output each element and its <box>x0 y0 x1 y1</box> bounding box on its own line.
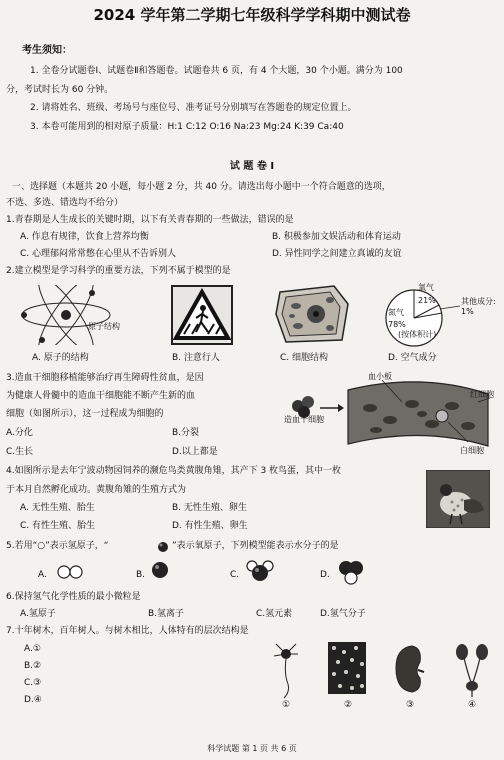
blood-label-stem-cell: 造血干细胞 <box>284 415 324 424</box>
pedestrian-sign-figure <box>170 284 234 346</box>
pie-label-oxygen-percent: 21% <box>418 296 436 305</box>
q3-option-d: D.以上都是 <box>172 447 218 457</box>
q6-option-b: B.氢离子 <box>148 609 185 619</box>
q4-line-2: 于本月自然孵化成功。黄腹角雉的生殖方式为 <box>6 485 187 495</box>
q7-figure-number-4: ④ <box>468 700 477 710</box>
oxygen-atom-icon <box>156 540 170 554</box>
q3-line-3: 细胞（如图所示），这一过程成为细胞的 <box>6 409 164 419</box>
notice-item-1a: 1. 全卷分试题卷Ⅰ、试题卷Ⅱ和答题卷。试题卷共 6 页，有 4 个大题，30 个小题。满分为 100 <box>30 66 403 76</box>
atom-figure-label: 原子结构 <box>88 322 120 331</box>
exam-title: 2024 学年第二学期七年级科学学科期中测试卷 <box>93 6 411 24</box>
q6-option-c: C.氢元素 <box>256 609 293 619</box>
q7-option-b: B.② <box>24 661 42 671</box>
urinary-system-figure <box>452 642 492 698</box>
q1-option-c: C. 心理郁闷常常憋在心里从不告诉别人 <box>20 249 177 259</box>
q7-stem: 7.十年树木，百年树人。与树木相比，人体特有的层次结构是 <box>6 626 249 636</box>
pie-label-oxygen: 氧气 <box>418 283 434 292</box>
section-title: 试 题 卷 Ⅰ <box>229 161 275 172</box>
pie-label-nitrogen-percent: 78% <box>388 320 406 329</box>
notice-item-1b: 分，考试时长为 60 分钟。 <box>6 85 114 95</box>
notice-item-3: 3. 本卷可能用到的相对原子质量：H:1 C:12 O:16 Na:23 Mg:24 K:39 Ca:40 <box>30 122 344 132</box>
q5-option-d: D. <box>320 570 330 580</box>
atom-model-figure <box>14 285 124 345</box>
q2-option-d: D. 空气成分 <box>388 353 437 363</box>
q5-stem-part1: 5.若用“○”表示氢原子，“ <box>6 541 109 551</box>
notice-heading: 考生须知： <box>22 45 72 56</box>
notice-item-2: 2. 请将姓名、班级、考场号与座位号、准考证号分别填写在答题卷的规定位置上。 <box>30 103 357 113</box>
q1-option-b: B. 积极参加文娱活动和体育运动 <box>272 232 401 242</box>
q5-model-a <box>56 562 86 582</box>
q7-figure-number-2: ② <box>344 700 353 710</box>
q5-model-c <box>244 558 276 584</box>
q5-stem-part2: ”表示氧原子，下列模型能表示水分子的是 <box>172 541 339 551</box>
q6-option-d: D.氢气分子 <box>320 609 366 619</box>
q5-option-c: C. <box>230 570 240 580</box>
q7-option-c: C.③ <box>24 678 42 688</box>
q4-option-a: A. 无性生殖、胎生 <box>20 503 95 513</box>
tragopan-bird-photo <box>426 470 490 528</box>
cell-structure-figure <box>272 282 354 346</box>
q4-option-c: C. 有性生殖、胎生 <box>20 521 96 531</box>
q1-option-a: A. 作息有规律，饮食上营养均衡 <box>20 232 149 242</box>
q5-option-a: A. <box>38 570 47 580</box>
part1-instruction-2: 不选、多选、错选均不给分） <box>6 198 124 208</box>
q3-option-a: A.分化 <box>6 428 33 438</box>
kidney-organ-figure <box>392 642 426 696</box>
q1-option-d: D. 异性同学之间建立真诚的友谊 <box>272 249 402 259</box>
q5-model-b <box>148 558 172 582</box>
q5-model-d <box>336 556 366 586</box>
q2-option-c: C. 细胞结构 <box>280 353 329 363</box>
q7-option-a: A.① <box>24 644 41 654</box>
q6-option-a: A.氢原子 <box>20 609 56 619</box>
page-footer: 科学试题 第 1 页 共 6 页 <box>207 744 297 753</box>
neuron-figure <box>272 640 302 700</box>
q7-figure-number-3: ③ <box>406 700 415 710</box>
q3-option-b: B.分裂 <box>172 428 200 438</box>
q4-option-d: D. 有性生殖、卵生 <box>172 521 248 531</box>
pie-label-by-volume: (按体积计) <box>398 330 437 339</box>
blood-label-red-cell: 红细胞 <box>470 390 494 399</box>
q3-line-1: 3.造血干细胞移植能够治疗再生障碍性贫血，是因 <box>6 373 204 383</box>
blood-label-platelet: 血小板 <box>368 372 392 381</box>
part1-instruction-1: 一、选择题（本题共 20 小题，每小题 2 分，共 40 分。请选出每小题中一个符合题意的选项， <box>12 182 391 192</box>
q3-line-2: 为健康人骨髓中的造血干细胞能不断产生新的血 <box>6 391 196 401</box>
q2-option-a: A. 原子的结构 <box>32 353 89 363</box>
pie-label-other: 其他成分: 1% <box>461 297 496 316</box>
tissue-figure <box>328 642 366 694</box>
q7-figure-number-1: ① <box>282 700 291 710</box>
q3-option-c: C.生长 <box>6 447 34 457</box>
q5-option-b: B. <box>136 570 146 580</box>
q2-stem: 2.建立模型是学习科学的重要方法，下列不属于模型的是 <box>6 266 231 276</box>
q2-option-b: B. 注意行人 <box>172 353 220 363</box>
q4-line-1: 4.如图所示是去年宁波动物园饲养的濒危鸟类黄腹角雉，其产下 3 枚鸟蛋，其中一枚 <box>6 466 342 476</box>
q1-stem: 1.青春期是人生成长的关键时期，以下有关青春期的一些做法，错误的是 <box>6 215 294 225</box>
q6-stem: 6.保持氢气化学性质的最小微粒是 <box>6 592 141 602</box>
blood-label-white-cell: 白细胞 <box>460 446 484 455</box>
q7-option-d: D.④ <box>24 695 42 705</box>
q4-option-b: B. 无性生殖、卵生 <box>172 503 247 513</box>
pie-label-nitrogen: 氮气 <box>388 308 404 317</box>
